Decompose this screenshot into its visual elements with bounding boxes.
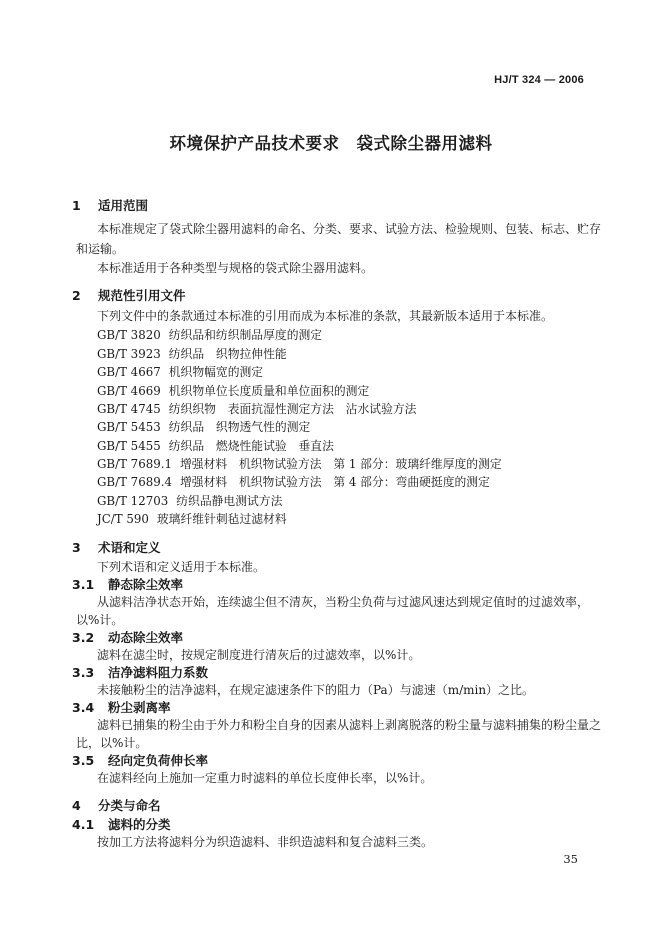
reference-item [97,345,287,364]
term-title: 经向定负荷伸长率 [108,753,209,768]
term-definition-continuation: 以%计。 [76,613,124,627]
term-number: 3.1 [72,577,95,592]
section-title: 术语和定义 [98,540,161,555]
reference-code: GB/T 3923 [97,347,161,361]
section-number: 4 [72,798,81,813]
reference-item [97,418,310,437]
reference-item [97,510,287,529]
section-number: 1 [72,198,81,213]
reference-code: GB/T 5455 [97,439,161,453]
reference-item [97,363,263,382]
reference-code: GB/T 7689.1 [97,457,172,471]
document-title: 环境保护产品技术要求 袋式除尘器用滤料 [169,134,493,153]
reference-title: 纺织织物 表面抗湿性测定方法 沾水试验方法 [168,402,417,416]
section-title: 规范性引用文件 [98,288,186,303]
section-title: 分类与命名 [98,798,161,813]
term-heading [72,575,183,593]
term-number: 3.3 [72,665,95,680]
paragraph: 按加工方法将滤料分为织造滤料、非织造滤料和复合滤料三类。 [97,835,434,849]
paragraph-continuation: 和运输。 [76,242,125,256]
section-number: 2 [72,288,81,303]
term-definition: 未接触粉尘的洁净滤料，在规定滤速条件下的阻力（Pa）与滤速（m/min）之比。 [97,683,535,697]
term-definition: 在滤料经向上施加一定重力时滤料的单位长度伸长率，以%计。 [97,771,433,785]
reference-item [97,326,322,345]
section-number: 3 [72,540,81,555]
paragraph: 本标准适用于各种类型与规格的袋式除尘器用滤料。 [97,261,374,275]
reference-title: 机织物幅宽的测定 [168,365,264,379]
reference-title: 增强材料 机织物试验方法 第 4 部分：弯曲硬挺度的测定 [179,475,490,489]
reference-item [97,492,282,511]
reference-code: GB/T 3820 [97,328,161,342]
reference-title: 纺织品 织物拉伸性能 [168,347,287,361]
reference-title: 纺织品和纺织制品厚度的测定 [168,328,323,342]
reference-item [97,437,334,456]
section-title: 适用范围 [98,198,149,213]
reference-title: 玻璃纤维针刺毡过滤材料 [156,512,287,526]
paragraph: 本标准规定了袋式除尘器用滤料的命名、分类、要求、试验方法、检验规则、包装、标志、贮存 [97,222,602,236]
section-4-heading [72,796,161,814]
reference-code: GB/T 7689.4 [97,475,172,489]
term-heading [72,663,208,681]
reference-item [97,473,490,492]
paragraph: 下列术语和定义适用于本标准。 [97,560,266,574]
reference-code: GB/T 5453 [97,420,161,434]
reference-code: GB/T 12703 [97,494,169,508]
term-definition: 滤料在滤尘时，按规定制度进行清灰后的过滤效率，以%计。 [97,648,421,662]
term-title: 粉尘剥离率 [108,700,171,715]
reference-code: GB/T 4745 [97,402,161,416]
reference-item [97,400,416,419]
reference-code: GB/T 4667 [97,365,161,379]
reference-title: 纺织品静电测试方法 [176,494,283,508]
term-title: 洁净滤料阻力系数 [108,665,209,680]
standard-code: HJ/T 324 — 2006 [494,74,584,86]
reference-title: 纺织品 织物透气性的测定 [168,420,311,434]
reference-item [97,382,369,401]
reference-item [97,455,502,474]
page-number: 35 [563,852,578,866]
term-heading [72,815,171,833]
section-3-heading [72,538,161,556]
reference-title: 纺织品 燃烧性能试验 垂直法 [168,439,334,453]
section-2-heading [72,286,186,304]
term-title: 滤料的分类 [108,817,171,832]
paragraph: 下列文件中的条款通过本标准的引用而成为本标准的条款，其最新版本适用于本标准。 [97,309,554,323]
term-number: 3.2 [72,630,95,645]
term-definition: 滤料已捕集的粉尘由于外力和粉尘自身的因素从滤料上剥离脱落的粉尘量与滤料捕集的粉尘量之 [97,718,602,732]
reference-code: GB/T 4669 [97,384,161,398]
term-number: 3.5 [72,753,95,768]
term-definition-continuation: 比，以%计。 [76,736,148,750]
term-title: 动态除尘效率 [108,630,184,645]
term-heading [72,628,183,646]
reference-title: 增强材料 机织物试验方法 第 1 部分：玻璃纤维厚度的测定 [179,457,502,471]
term-heading [72,751,208,769]
reference-title: 机织物单位长度质量和单位面积的测定 [168,384,370,398]
term-title: 静态除尘效率 [108,577,184,592]
term-definition: 从滤料洁净状态开始，连续滤尘但不清灰，当粉尘负荷与过滤风速达到规定值时的过滤效率， [97,595,590,609]
reference-code: JC/T 590 [97,512,149,526]
term-number: 3.4 [72,700,95,715]
term-number: 4.1 [72,817,95,832]
term-heading [72,698,171,716]
section-1-heading [72,196,148,214]
